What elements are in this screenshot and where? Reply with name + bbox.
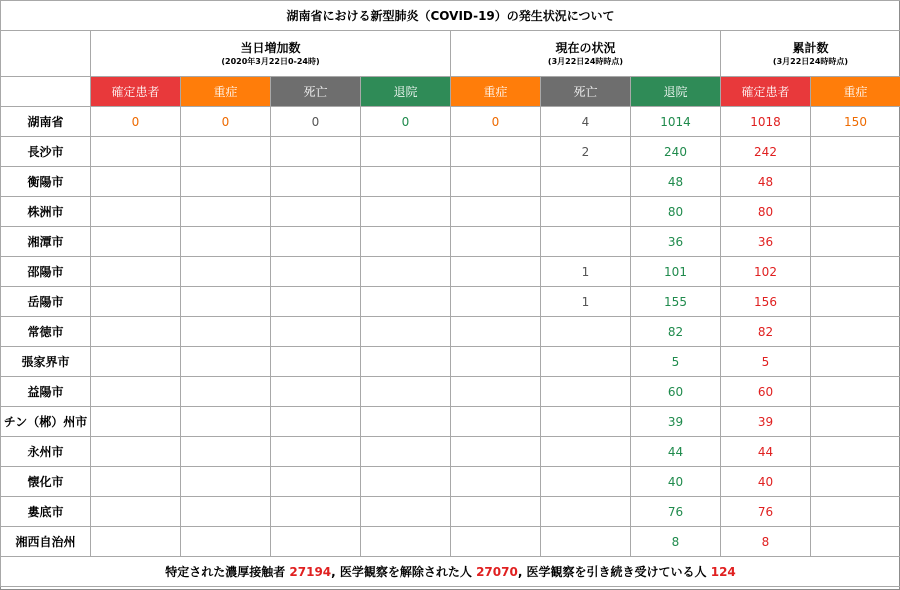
data-cell (181, 137, 271, 167)
data-cell (91, 527, 181, 557)
footer-text: 特定された濃厚接触者 (165, 565, 290, 579)
data-cell (91, 167, 181, 197)
data-cell (181, 527, 271, 557)
region-name: 婁底市 (1, 497, 91, 527)
data-cell: 76 (721, 497, 811, 527)
data-cell (181, 197, 271, 227)
region-name: 邵陽市 (1, 257, 91, 287)
data-cell (811, 437, 900, 467)
data-cell: 44 (631, 437, 721, 467)
data-cell (271, 197, 361, 227)
data-cell: 8 (631, 527, 721, 557)
footer-summary (1, 557, 900, 587)
table-row (1, 407, 900, 437)
data-cell (361, 497, 451, 527)
data-cell (541, 407, 631, 437)
table-row (1, 497, 900, 527)
data-cell (181, 497, 271, 527)
region-name: 益陽市 (1, 377, 91, 407)
data-cell (91, 257, 181, 287)
data-cell: 80 (631, 197, 721, 227)
footer-text: , 医学観察を解除された人 (331, 565, 477, 579)
data-cell (181, 377, 271, 407)
data-cell: 156 (721, 287, 811, 317)
data-cell: 4 (541, 107, 631, 137)
data-cell (541, 227, 631, 257)
data-cell (541, 467, 631, 497)
data-cell (271, 497, 361, 527)
data-cell (451, 167, 541, 197)
data-cell (541, 317, 631, 347)
footer-number: 27070 (476, 565, 518, 579)
data-cell (91, 407, 181, 437)
data-cell (451, 527, 541, 557)
region-name: チン（郴）州市 (1, 407, 91, 437)
data-cell: 242 (721, 137, 811, 167)
data-cell (451, 467, 541, 497)
data-cell (451, 407, 541, 437)
table-row (1, 467, 900, 497)
data-cell (271, 317, 361, 347)
data-cell (811, 347, 900, 377)
data-cell (181, 317, 271, 347)
column-header: 退院 (631, 77, 721, 107)
data-cell: 1 (541, 257, 631, 287)
data-cell: 0 (91, 107, 181, 137)
region-name: 永州市 (1, 437, 91, 467)
data-cell (91, 197, 181, 227)
table-row (1, 347, 900, 377)
group-subtitle: (3月22日24時時点) (547, 56, 624, 66)
data-cell (541, 167, 631, 197)
data-cell: 0 (271, 107, 361, 137)
data-cell: 101 (631, 257, 721, 287)
data-cell (91, 287, 181, 317)
data-cell (271, 137, 361, 167)
region-name: 湘西自治州 (1, 527, 91, 557)
data-cell: 5 (631, 347, 721, 377)
data-cell (271, 167, 361, 197)
data-cell: 60 (631, 377, 721, 407)
data-cell (541, 527, 631, 557)
footer-text: , 医学観察を引き続き受けている人 (517, 565, 711, 579)
group-header-daily (91, 31, 451, 77)
data-cell (541, 377, 631, 407)
data-cell: 1 (541, 287, 631, 317)
data-cell: 60 (721, 377, 811, 407)
data-cell (271, 287, 361, 317)
data-cell (91, 347, 181, 377)
column-header: 確定患者 (91, 77, 181, 107)
region-name: 張家界市 (1, 347, 91, 377)
data-cell (541, 197, 631, 227)
data-cell: 240 (631, 137, 721, 167)
data-cell: 0 (451, 107, 541, 137)
table-row (1, 227, 900, 257)
column-header: 重症 (451, 77, 541, 107)
data-cell: 36 (721, 227, 811, 257)
column-header: 重症 (811, 77, 900, 107)
data-cell (361, 527, 451, 557)
group-title: 当日増加数 (240, 40, 301, 55)
data-cell (91, 227, 181, 257)
data-cell (91, 377, 181, 407)
data-cell (271, 257, 361, 287)
data-cell (361, 317, 451, 347)
data-cell: 39 (721, 407, 811, 437)
data-cell: 2 (541, 137, 631, 167)
data-cell (361, 467, 451, 497)
data-cell (91, 137, 181, 167)
data-cell (451, 317, 541, 347)
data-cell (811, 167, 900, 197)
page-title: 湖南省における新型肺炎（COVID-19）の発生状況について (1, 1, 900, 31)
table-row (1, 107, 900, 137)
data-cell (91, 497, 181, 527)
data-cell (181, 167, 271, 197)
data-cell (451, 347, 541, 377)
data-cell: 0 (361, 107, 451, 137)
data-cell (271, 377, 361, 407)
table-row (1, 137, 900, 167)
data-cell (271, 527, 361, 557)
data-cell (181, 287, 271, 317)
data-cell (811, 137, 900, 167)
data-cell: 82 (721, 317, 811, 347)
table-row (1, 167, 900, 197)
data-cell: 48 (721, 167, 811, 197)
region-name: 湖南省 (1, 107, 91, 137)
data-cell: 1014 (631, 107, 721, 137)
data-cell (91, 317, 181, 347)
data-cell (361, 437, 451, 467)
data-cell: 82 (631, 317, 721, 347)
data-cell (361, 407, 451, 437)
corner-cell-sub (1, 77, 91, 107)
column-header: 死亡 (541, 77, 631, 107)
column-header: 死亡 (271, 77, 361, 107)
region-name: 岳陽市 (1, 287, 91, 317)
data-cell (451, 497, 541, 527)
data-cell (451, 227, 541, 257)
column-header: 確定患者 (721, 77, 811, 107)
data-cell (541, 437, 631, 467)
data-cell: 0 (181, 107, 271, 137)
data-cell (811, 377, 900, 407)
data-cell (361, 227, 451, 257)
data-cell (451, 377, 541, 407)
footer-number: 27194 (289, 565, 332, 579)
data-cell (361, 167, 451, 197)
region-name: 衡陽市 (1, 167, 91, 197)
region-name: 長沙市 (1, 137, 91, 167)
table-row (1, 317, 900, 347)
data-cell (811, 317, 900, 347)
data-cell: 76 (631, 497, 721, 527)
region-name: 株洲市 (1, 197, 91, 227)
region-name: 湘潭市 (1, 227, 91, 257)
data-cell: 150 (811, 107, 900, 137)
data-cell (361, 257, 451, 287)
data-cell (271, 227, 361, 257)
data-cell: 1018 (721, 107, 811, 137)
data-cell (361, 137, 451, 167)
region-name: 懐化市 (1, 467, 91, 497)
column-header: 退院 (361, 77, 451, 107)
data-cell (91, 467, 181, 497)
data-cell (181, 467, 271, 497)
data-cell (811, 197, 900, 227)
footer-number: 124 (710, 565, 736, 579)
table-row (1, 287, 900, 317)
data-cell (811, 527, 900, 557)
data-cell (181, 227, 271, 257)
table-row (1, 527, 900, 557)
data-cell (451, 257, 541, 287)
data-cell: 5 (721, 347, 811, 377)
region-name: 常徳市 (1, 317, 91, 347)
group-header-current (451, 31, 721, 77)
data-cell (361, 377, 451, 407)
data-cell (451, 197, 541, 227)
data-cell (361, 347, 451, 377)
data-cell (91, 437, 181, 467)
data-cell (181, 437, 271, 467)
table-row (1, 197, 900, 227)
data-cell: 44 (721, 437, 811, 467)
data-cell (811, 287, 900, 317)
data-cell: 40 (631, 467, 721, 497)
table-row (1, 377, 900, 407)
group-header-cumulative (721, 31, 900, 77)
data-cell (271, 467, 361, 497)
group-subtitle: (2020年3月22日0-24時) (221, 56, 320, 66)
group-subtitle: (3月22日24時時点) (772, 56, 849, 66)
data-cell (271, 407, 361, 437)
data-cell (811, 407, 900, 437)
data-cell: 39 (631, 407, 721, 437)
column-header: 重症 (181, 77, 271, 107)
data-cell (811, 467, 900, 497)
corner-cell (1, 31, 91, 77)
data-cell (541, 497, 631, 527)
data-cell (541, 347, 631, 377)
group-title: 現在の状況 (555, 40, 616, 55)
data-cell: 8 (721, 527, 811, 557)
data-cell (181, 407, 271, 437)
data-cell (181, 257, 271, 287)
data-cell: 80 (721, 197, 811, 227)
data-cell (451, 287, 541, 317)
data-cell (361, 197, 451, 227)
data-cell (451, 437, 541, 467)
data-cell (181, 347, 271, 377)
data-cell: 36 (631, 227, 721, 257)
data-cell (811, 497, 900, 527)
data-cell (271, 437, 361, 467)
data-cell: 48 (631, 167, 721, 197)
data-cell (271, 347, 361, 377)
data-cell: 155 (631, 287, 721, 317)
data-cell (361, 287, 451, 317)
data-cell: 102 (721, 257, 811, 287)
group-title: 累計数 (792, 40, 829, 55)
data-cell (811, 227, 900, 257)
data-cell (811, 257, 900, 287)
data-cell (451, 137, 541, 167)
table-row (1, 257, 900, 287)
data-cell: 40 (721, 467, 811, 497)
table-row (1, 437, 900, 467)
